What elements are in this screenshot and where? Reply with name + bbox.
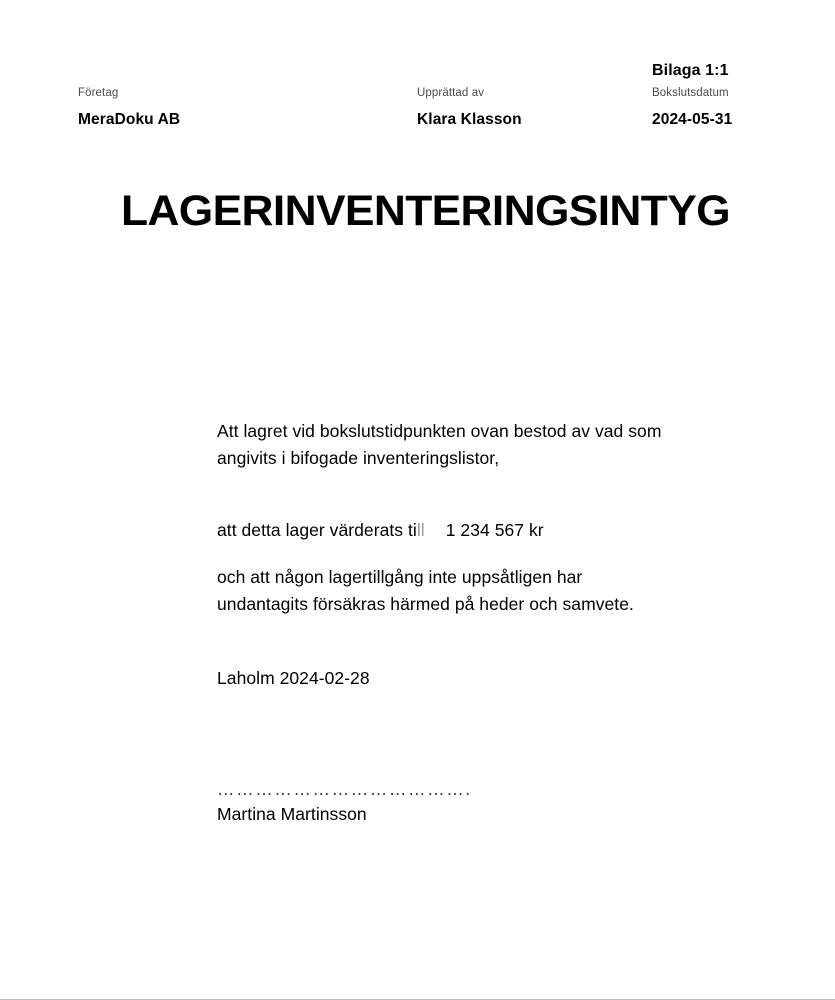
valuation-amount: 1 234 567 kr [445, 520, 544, 540]
valuation-text-clipped: ll [416, 520, 425, 540]
author-label: Upprättad av [417, 87, 485, 99]
page-title: LAGERINVENTERINGSINTYG [121, 186, 730, 235]
company-label: Företag [78, 87, 119, 99]
company-value: MeraDoku AB [78, 111, 181, 128]
attachment-number: Bilaga 1:1 [652, 62, 729, 79]
paragraph-oath: och att någon lagertillgång inte uppsåtligen har undantagits försäkras härmed på heder och samvete. [217, 567, 634, 614]
paragraph-valuation [217, 517, 544, 544]
paragraph-place-and-date: Laholm 2024-02-28 [217, 668, 370, 688]
signature-line: …………………………………. [217, 780, 472, 796]
paragraph-intro: Att lagret vid bokslutstidpunkten ovan bestod av vad som angivits i bifogade inventeringslistor, [217, 421, 662, 468]
header-field-company [78, 62, 180, 130]
header-field-author [417, 62, 522, 130]
signature-name: Martina Martinsson [217, 804, 367, 824]
document-header [78, 62, 758, 142]
closing-date-label: Bokslutsdatum [652, 87, 729, 99]
document-body [217, 418, 687, 688]
author-value: Klara Klasson [417, 111, 522, 128]
header-field-closing-date [652, 62, 732, 130]
valuation-text: att detta lager värderats ti [217, 520, 417, 540]
signature-block [217, 780, 547, 828]
closing-date-value: 2024-05-31 [652, 111, 733, 128]
